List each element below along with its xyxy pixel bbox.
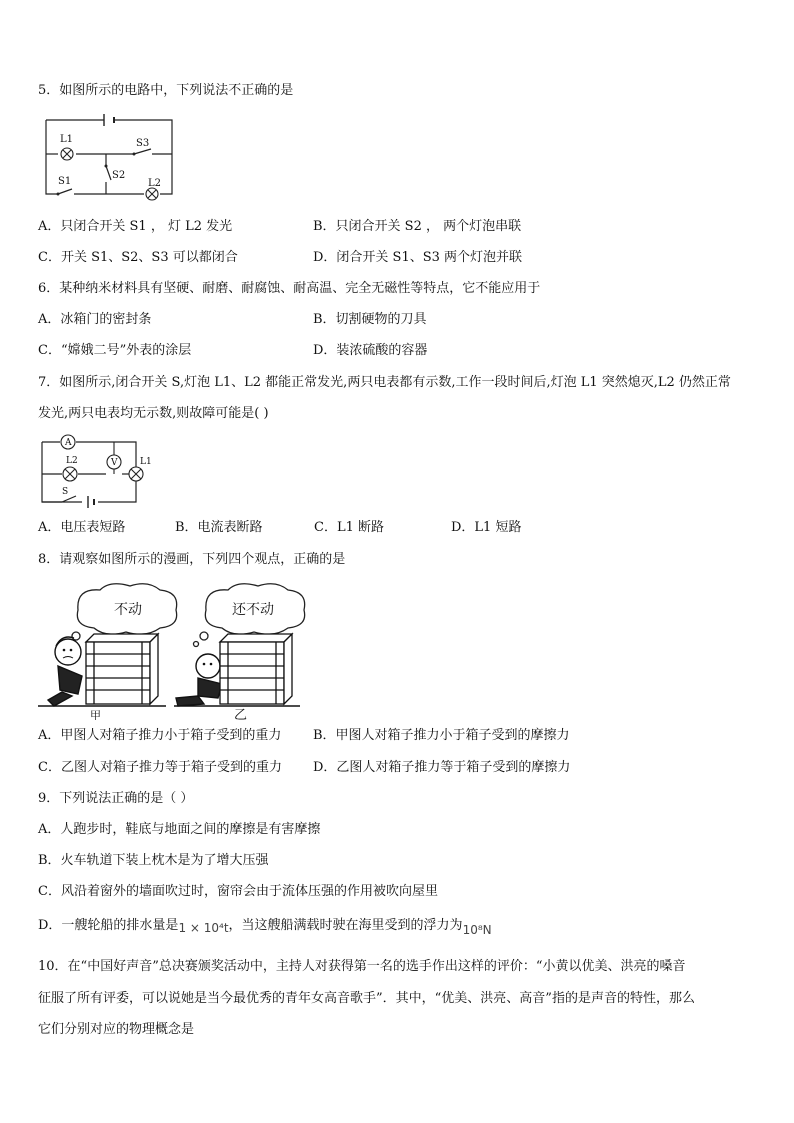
q9-option-d	[38, 916, 492, 935]
q5-option-d: D．闭合开关 S1、S3 两个灯泡并联	[313, 250, 523, 265]
q9-option-b: B．火车轨道下装上枕木是为了增大压强	[38, 853, 269, 868]
q8-option-a: A．甲图人对箱子推力小于箱子受到的重力	[38, 728, 282, 743]
q5-option-c: C．开关 S1、S2、S3 可以都闭合	[38, 250, 238, 265]
label-s1: S1	[58, 176, 72, 187]
q6-option-d: D．装浓硫酸的容器	[313, 343, 428, 358]
person-right-icon	[176, 654, 222, 706]
q9-option-d-middle: ，当这艘船满载时驶在海里受到的浮力为	[228, 918, 463, 933]
q8-option-d: D．乙图人对箱子推力等于箱子受到的摩擦力	[313, 760, 571, 775]
lamp-l2-icon	[146, 188, 158, 200]
q6-option-b: B．切割硬物的刀具	[313, 312, 427, 327]
q7-stem-line1: 7．如图所示,闭合开关 S,灯泡 L1、L2 都能正常发光,两只电表都有示数,工作一段时间后,灯泡 L1 突然熄灭,L2 仍然正常	[38, 375, 731, 390]
q6-stem: 6．某种纳米材料具有坚硬、耐磨、耐腐蚀、耐高温、完全无磁性等特点，它不能应用于	[38, 281, 541, 296]
q6-option-c: C．“嫦娥二号”外表的涂层	[38, 343, 192, 358]
bubble-left-text: 不动	[114, 602, 142, 618]
q10-line2: 征服了所有评委，可以说她是当今最优秀的青年女高音歌手”．其中，“优美、洪亮、高音”指的是声音的特性，那么	[38, 991, 695, 1006]
label-voltmeter: V	[111, 458, 118, 468]
label-s3: S3	[136, 138, 150, 149]
q5-option-a: A．只闭合开关 S1 ， 灯 L2 发光	[38, 219, 233, 234]
lamp-l1-icon	[129, 467, 143, 481]
label-s2: S2	[112, 170, 126, 181]
bubble-right-text: 还不动	[232, 602, 274, 618]
q7-option-d: D．L1 短路	[451, 520, 522, 535]
label-l2: L2	[66, 456, 78, 466]
q8-stem: 8．请观察如图所示的漫画，下列四个观点，正确的是	[38, 552, 346, 567]
q7-circuit-diagram	[38, 432, 158, 512]
q10-line3: 它们分别对应的物理概念是	[38, 1022, 195, 1037]
label-l1: L1	[140, 457, 152, 467]
q9-option-d-prefix: D．一艘轮船的排水量是	[38, 918, 179, 933]
label-l2: L2	[148, 178, 162, 189]
crate-right-icon	[220, 634, 292, 704]
caption-left: 甲	[90, 709, 101, 720]
q9-option-c: C．风沿着窗外的墙面吹过时，窗帘会由于流体压强的作用被吹向屋里	[38, 884, 438, 899]
q8-cartoon	[38, 580, 318, 720]
q7-stem-line2: 发光,两只电表均无示数,则故障可能是( )	[38, 406, 269, 421]
q7-option-b: B．电流表断路	[175, 520, 263, 535]
q9-option-d-math1: 1 × 10⁴t	[178, 921, 229, 935]
label-s: S	[62, 487, 69, 497]
lamp-l1-icon	[61, 148, 73, 160]
q6-option-a: A．冰箱门的密封条	[38, 312, 152, 327]
q9-stem: 9．下列说法正确的是（ ）	[38, 791, 194, 806]
q5-stem: 5．如图所示的电路中，下列说法不正确的是	[38, 83, 294, 98]
caption-right: 乙	[234, 708, 248, 720]
label-ammeter: A	[65, 438, 72, 448]
crate-left-icon	[86, 634, 158, 704]
q5-option-b: B．只闭合开关 S2 ， 两个灯泡串联	[313, 219, 522, 234]
q7-option-c: C．L1 断路	[314, 520, 384, 535]
q7-option-a: A．电压表短路	[38, 520, 126, 535]
label-l1: L1	[60, 134, 74, 145]
q10-line1: 10．在“中国好声音”总决赛颁奖活动中，主持人对获得第一名的选手作出这样的评价：“小黄以优美、洪亮的嗓音	[38, 959, 686, 974]
q9-option-d-math2: 10⁸N	[462, 923, 492, 937]
lamp-l2-icon	[63, 467, 77, 481]
q9-option-a: A．人跑步时，鞋底与地面之间的摩擦是有害摩擦	[38, 822, 321, 837]
q8-option-c: C．乙图人对箱子推力等于箱子受到的重力	[38, 760, 282, 775]
q8-option-b: B．甲图人对箱子推力小于箱子受到的摩擦力	[313, 728, 570, 743]
q5-circuit-diagram	[38, 112, 178, 202]
person-left-icon	[48, 637, 82, 706]
